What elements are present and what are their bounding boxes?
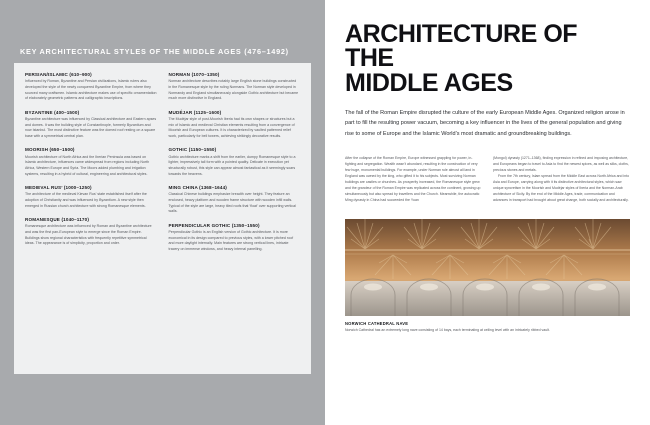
style-heading: MOORISH (650–1500) xyxy=(25,147,75,153)
style-body: Norman architecture describes notably large English stone buildings constructed in the Romanesque style by the ruling Normans. The Norman style developed in Normandy and England simultaneously alongside Gothic architecture but became much more distinctive in England. xyxy=(168,79,299,101)
style-body: Romanesque architecture was influenced by Roman and Byzantine architecture and was the first pan-European style to emerge since the Roman Empire. Buildings show regional characteristics with frequently repetitive symmetrical ideas. The appearance is of simplicity, proportion and order. xyxy=(25,224,152,246)
vaulted-ceiling-illustration xyxy=(345,219,630,316)
cathedral-nave-photo xyxy=(345,219,630,316)
style-heading: PERSIAN/ISLAMIC (610–900) xyxy=(25,72,92,77)
body-column-2 xyxy=(493,155,630,203)
page-title-line-1: ARCHITECTURE OF THE xyxy=(345,20,578,73)
style-entry xyxy=(169,185,301,215)
styles-column-right xyxy=(169,72,301,366)
page-title-line-2: MIDDLE AGES xyxy=(345,68,513,97)
intro-paragraph: The fall of the Roman Empire disrupted the culture of the early European Middle Ages. Organized religion arose in part to fill the resulting power vacuum, becoming a key influencer in the lives of the general population and giving rise to some of Europe and the Islamic World’s most dramatic and groundbreaking buildings. xyxy=(345,109,625,138)
styles-column-left xyxy=(25,72,157,366)
body-paragraph: After the collapse of the Roman Empire, Europe witnessed grappling for power, in-fighting and segregation. Wealth wasn’t abundant, resulting in the construction of very few huge, monumental buildings. For example, under Norman rule almost all land in England was owned by the king, who gifted it to his subjects. Most surviving Norman buildings are castles or churches. As prosperity increased, the Romanesque style grew and the grandeur of the Roman Empire was replicated across the continent, growing up simultaneously but also spread by travellers and the Church. Meanwhile, the autocratic Ming dynasty in China had succeeded the Yuan xyxy=(345,155,481,202)
style-entry xyxy=(169,110,301,140)
style-entry xyxy=(25,147,157,177)
style-body: The architecture of the medieval Kievan Rus’ state established itself after the adoption of Christianity and was influenced by Byzantium. A new style then emerged in Russian church architecture with strong Romanesque elements. xyxy=(25,192,147,208)
left-page-content xyxy=(14,47,311,380)
style-body: Classical Chinese buildings emphasize breadth over height. They feature an enclosed, heavy platform and wooden frame structure with wooden infill walls. Typical of the style are large, heavy tiled roofs that ‘float’ over supporting vertical walls. xyxy=(168,192,296,214)
body-column-1 xyxy=(345,155,482,203)
photo-caption-body: Norwich Cathedral has an extremely long nave consisting of 14 bays, each terminating at ceiling level with an intricately ribbed vault. xyxy=(345,327,550,332)
style-entry xyxy=(25,72,157,102)
style-entry xyxy=(169,72,301,102)
style-body: Moorish architecture of North Africa and the Iberian Peninsula was based on Islamic architecture, influences came widespread from regions including North Africa, Western Europe and Syria. The Moors added plumbing and irrigation systems, resulting in a hybrid of cultural, engineering and architectural styles. xyxy=(25,154,150,176)
style-heading: ROMANESQUE (1040–1170) xyxy=(25,216,90,222)
right-page-content xyxy=(345,22,630,333)
style-heading: BYZANTINE (400–1500) xyxy=(25,109,80,115)
page-title xyxy=(345,22,630,95)
style-heading: MEDIEVAL RUS’ (1000–1250) xyxy=(25,185,92,191)
photo-caption-title: NORWICH CATHEDRAL NAVE xyxy=(345,320,409,326)
body-columns xyxy=(345,155,630,203)
style-heading: MING CHINA (1368–1644) xyxy=(168,185,227,191)
style-entry xyxy=(169,223,301,253)
style-body: Influenced by Roman, Byzantine and Persian civilizations, Islamic rulers also developed the style of the newly conquered Byzantine Empire, from where they sourced many craftsmen. Islamic architecture makes use of specific ornamentation of elaborately geometric patterns and calligraphic inscriptions. xyxy=(25,79,157,101)
body-paragraph: (Mongol) dynasty (1271–1368), finding expression in refined and imposing architecture, and Europeans began to travel to Asia to find the newest spices, as well as silks, cloths, precious stones and metals. xyxy=(493,155,629,172)
style-body: Gothic architecture marks a shift from the earlier, dumpy Romanesque style to a lighter, impressively tall form with a pointed quality. Delicate in execution yet structurally robust, this style can appear almost fantastical as it seemingly soars towards the heavens. xyxy=(168,154,296,176)
style-heading: NORMAN (1070–1350) xyxy=(168,72,220,77)
style-entry xyxy=(25,217,157,247)
body-paragraph: From the 7th century, Islam spread from the Middle East across North Africa and into Asia and Europe, carrying along with it its distinctive architectural styles, which saw unique syncretism in the Moorish and Mudéjar styles of Iberia and the Norman-Arab architecture of Sicily. By the end of the Middle Ages, trade, communication and advances in transport had brought about great change, both socially and architecturally. xyxy=(493,173,630,202)
styles-panel xyxy=(14,63,311,374)
style-body: The Mudéjar style of post-Moorish Iberia had its own shapes or structures but a mix of Islamic and medieval Christian elements resulting from a convergence of Moorish and European cultures. It is characterized by vaulted patterned relief work, particularly for bell towers, achieving strikingly decorative results. xyxy=(168,116,295,139)
style-heading: MUDÉJAR (1125–1600) xyxy=(168,109,222,115)
style-entry xyxy=(25,185,157,209)
style-entry xyxy=(25,110,157,140)
left-page-section-title: KEY ARCHITECTURAL STYLES OF THE MIDDLE AGES (476–1492) xyxy=(20,47,289,56)
style-heading: GOTHIC (1150–1550) xyxy=(168,147,217,153)
style-body: Byzantine architecture was influenced by Classical architecture and Eastern apses and domes. It was the building style of Constantinople, formerly Byzantium and now Istanbul. The most distinctive feature was the domed roof resting on a square base with a symmetrical central plan. xyxy=(25,116,157,139)
style-body: Perpendicular Gothic is an English version of Gothic architecture. It is more economical in its design compared to previous styles, with a lower pitched roof and more daylight internally. Main features are strong vertical lines, intricate tracery on immense windows, and heavy internal panelling. xyxy=(168,229,294,252)
right-page xyxy=(325,0,650,425)
style-heading: PERPENDICULAR GOTHIC (1350–1550) xyxy=(168,222,260,228)
style-entry xyxy=(169,147,301,177)
